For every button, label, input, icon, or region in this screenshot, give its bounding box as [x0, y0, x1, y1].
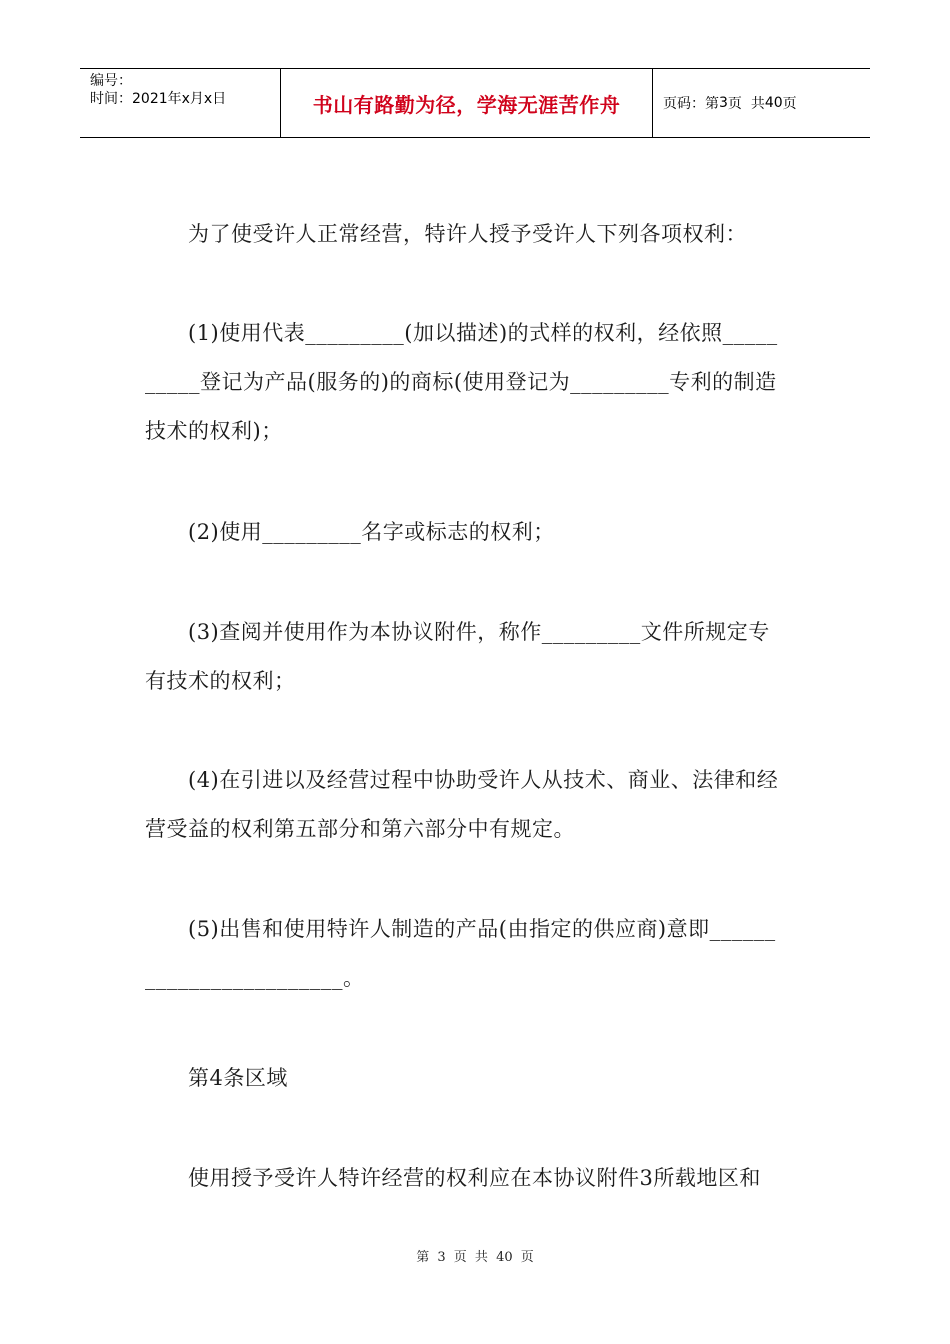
text-line: (1)使用代表_________(加以描述)的式样的权利，经依照_____: [145, 321, 778, 345]
page-mid: 页 共: [727, 96, 765, 112]
text-line: _____登记为产品(服务的)的商标(使用登记为_________专利的制造: [145, 370, 777, 394]
page-total: 40: [764, 95, 783, 111]
paragraph-item-5: [145, 905, 805, 1003]
paragraph-item-2: [145, 508, 805, 557]
text-line: 使用授予受许人特许经营的权利应在本协议附件3所载地区和: [145, 1166, 761, 1190]
document-number-label: 编号：: [90, 73, 132, 89]
text-line: (4)在引进以及经营过程中协助受许人从技术、商业、法律和经: [145, 768, 779, 792]
text-line: 第4条区域: [145, 1066, 288, 1090]
header-motto: 书山有路勤为径，学海无涯苦作舟: [281, 69, 653, 137]
document-date: 时间：2021年x月x日: [90, 91, 227, 107]
text-line: (3)查阅并使用作为本协议附件，称作_________文件所规定专: [145, 620, 770, 644]
footer-prefix: 第: [416, 1250, 430, 1265]
footer-suffix: 页: [520, 1250, 534, 1265]
page-footer: [0, 1246, 950, 1265]
text-line: 有技术的权利；: [145, 669, 296, 693]
footer-mid: 页 共: [453, 1250, 488, 1265]
text-line: 技术的权利)；: [145, 419, 283, 443]
page-current: 3: [719, 95, 728, 111]
paragraph-region: [145, 1154, 805, 1203]
page-label: 页码：第: [663, 96, 719, 112]
text-line: __________________。: [145, 966, 365, 990]
text-line: (2)使用_________名字或标志的权利；: [145, 520, 555, 544]
paragraph-intro: [145, 210, 805, 259]
header-page-info: [653, 69, 870, 137]
page-header: [80, 68, 870, 138]
paragraph-item-1: [145, 309, 805, 456]
text-line: (5)出售和使用特许人制造的产品(由指定的供应商)意即______: [145, 917, 776, 941]
footer-current: 3: [437, 1250, 446, 1265]
text-line: 营受益的权利第五部分和第六部分中有规定。: [145, 817, 575, 841]
section-heading-article-4: [145, 1054, 805, 1103]
text-line: 为了使受许人正常经营，特许人授予受许人下列各项权利：: [145, 222, 747, 246]
footer-total: 40: [496, 1250, 513, 1265]
paragraph-item-4: [145, 756, 805, 854]
header-meta: [80, 69, 281, 137]
page-end: 页: [782, 96, 797, 112]
paragraph-item-3: [145, 608, 805, 706]
